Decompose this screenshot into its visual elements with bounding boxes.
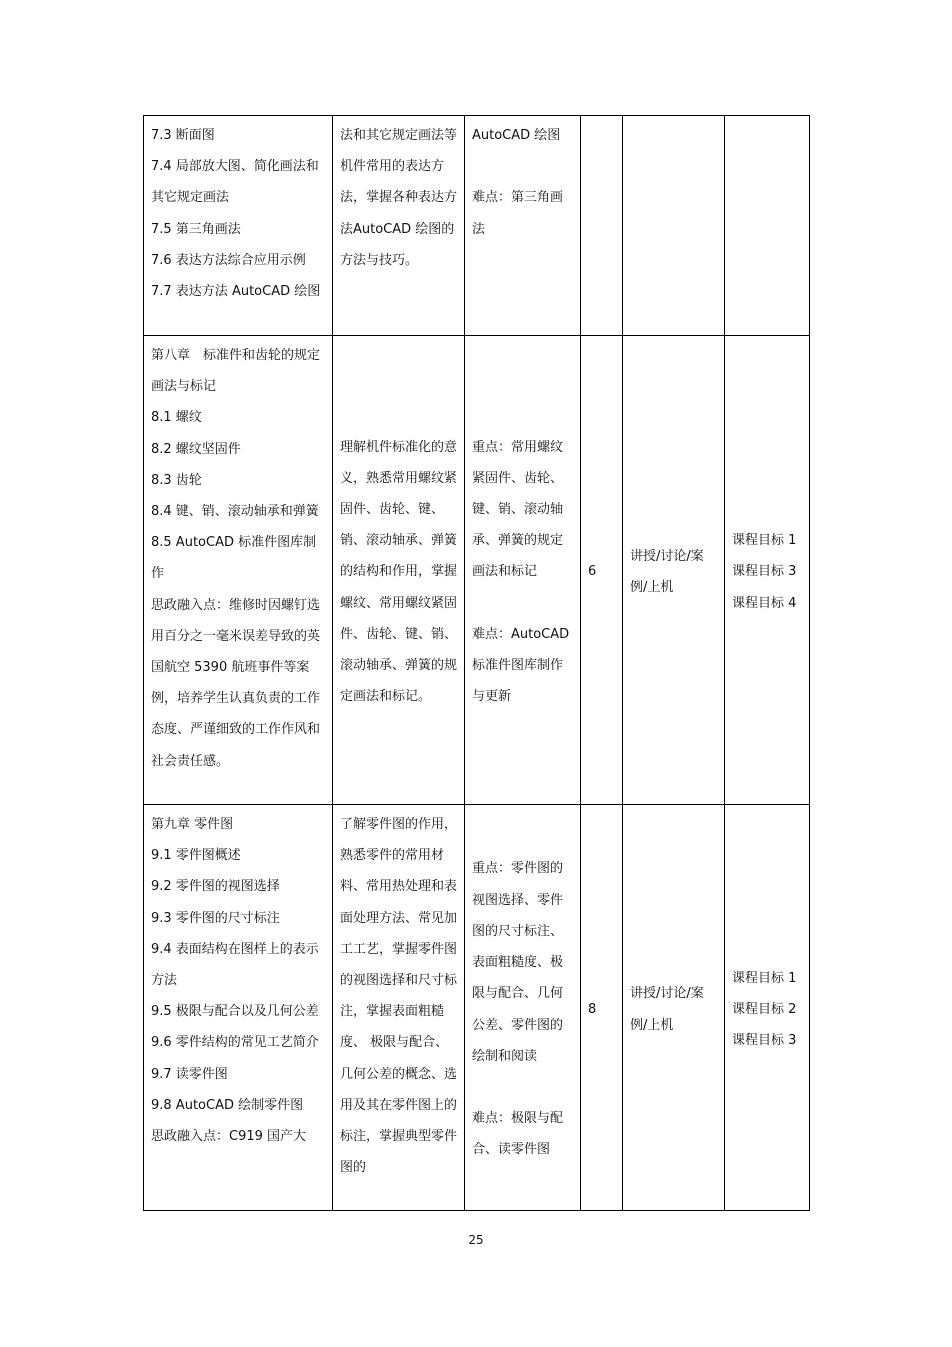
hours-cell: 8 — [581, 805, 623, 1211]
content-line: 9.2 零件图的视图选择 — [151, 879, 280, 895]
keypoint-line: 重点：常用螺纹紧固件、齿轮、键、销、滚动轴承、弹簧的规定画法和标记 — [472, 439, 564, 580]
content-line: 9.3 零件图的尺寸标注 — [151, 910, 280, 926]
goal-item: 课程目标 3 — [732, 564, 797, 580]
goal-item: 课程目标 3 — [732, 1033, 797, 1049]
content-line: 7.6 表达方法综合应用示例 — [151, 252, 306, 268]
method-cell — [623, 116, 725, 336]
requirement-text: 理解机件标准化的意义，熟悉常用螺纹紧固件、齿轮、键、销、滚动轴承、弹簧的结构和作用，掌握螺纹、常用螺纹紧固件、齿轮、键、销、滚动轴承、弹簧的规定画法和标记。 — [340, 439, 458, 705]
method-cell: 讲授/讨论/案例/上机 — [623, 336, 725, 805]
content-line: 第九章 零件图 — [151, 817, 234, 832]
goals-cell — [725, 805, 810, 1211]
keypoints-cell — [465, 805, 581, 1211]
goal-item: 课程目标 2 — [732, 1001, 797, 1017]
keypoint-line: 难点：极限与配合、读零件图 — [472, 1111, 564, 1158]
content-line: 8.1 螺纹 — [151, 410, 202, 426]
content-line: 8.5 AutoCAD 标准件图库制作 — [151, 535, 317, 582]
table-row — [144, 336, 810, 805]
hours-cell — [581, 116, 623, 336]
table-row — [144, 805, 810, 1211]
hours-cell: 6 — [581, 336, 623, 805]
requirement-cell — [333, 116, 465, 336]
keypoints-cell — [465, 336, 581, 805]
method-cell: 讲授/讨论/案例/上机 — [623, 805, 725, 1211]
content-line: 7.4 局部放大图、简化画法和其它规定画法 — [151, 159, 319, 206]
content-line: 9.5 极限与配合以及几何公差 — [151, 1004, 319, 1020]
content-line: 7.5 第三角画法 — [151, 221, 241, 237]
ideology-point: 思政融入点：C919 国产大 — [151, 1129, 307, 1145]
goals-cell — [725, 116, 810, 336]
keypoint-line: 重点：零件图的视图选择、零件图的尺寸标注、表面粗糙度、极限与配合、几何公差、零件图的绘制和阅读 — [472, 861, 564, 1064]
content-line: 9.7 读零件图 — [151, 1066, 228, 1082]
content-line: 9.8 AutoCAD 绘制零件图 — [151, 1097, 304, 1113]
table-row — [144, 116, 810, 336]
content-cell — [144, 805, 333, 1211]
syllabus-table — [143, 115, 810, 1211]
content-line: 8.3 齿轮 — [151, 472, 202, 488]
content-line: 9.4 表面结构在图样上的表示方法 — [151, 941, 319, 989]
goal-item: 课程目标 1 — [732, 533, 797, 549]
keypoint-line: 难点：AutoCAD 标准件图库制作与更新 — [472, 626, 570, 705]
requirement-text: 了解零件图的作用，熟悉零件的常用材料、常用热处理和表面处理方法、常见加工工艺，掌握零件图的视图选择和尺寸标注，掌握表面粗糙度、 极限与配合、几何公差的概念、选用及其在零件图上的标注，掌握典型零件图的 — [340, 817, 458, 1176]
keypoint-line: AutoCAD 绘图 — [472, 128, 561, 143]
goals-cell — [725, 336, 810, 805]
keypoint-line: 难点：第三角画法 — [472, 190, 564, 237]
content-cell — [144, 336, 333, 805]
content-line: 9.6 零件结构的常见工艺简介 — [151, 1035, 319, 1051]
content-line: 7.3 断面图 — [151, 128, 215, 143]
goal-item: 课程目标 1 — [732, 970, 797, 986]
page-number: 25 — [468, 1233, 484, 1247]
content-line: 8.4 键、销、滚动轴承和弹簧 — [151, 504, 319, 520]
keypoints-cell — [465, 116, 581, 336]
content-line: 9.1 零件图概述 — [151, 848, 241, 864]
requirement-text: 法和其它规定画法等机件常用的表达方法，掌握各种表达方法AutoCAD 绘图的方法与技巧。 — [340, 128, 458, 268]
ideology-point: 思政融入点：维修时因螺钉选用百分之一毫米误差导致的英国航空 5390 航班事件等案例，培养学生认真负责的工作态度、严谨细致的工作作风和社会责任感。 — [151, 597, 321, 769]
requirement-cell — [333, 805, 465, 1211]
content-line: 8.2 螺纹坚固件 — [151, 441, 241, 457]
content-cell — [144, 116, 333, 336]
content-line: 7.7 表达方法 AutoCAD 绘图 — [151, 284, 321, 300]
goal-item: 课程目标 4 — [732, 595, 797, 611]
requirement-cell — [333, 336, 465, 805]
content-line: 第八章 标准件和齿轮的规定画法与标记 — [151, 348, 321, 395]
